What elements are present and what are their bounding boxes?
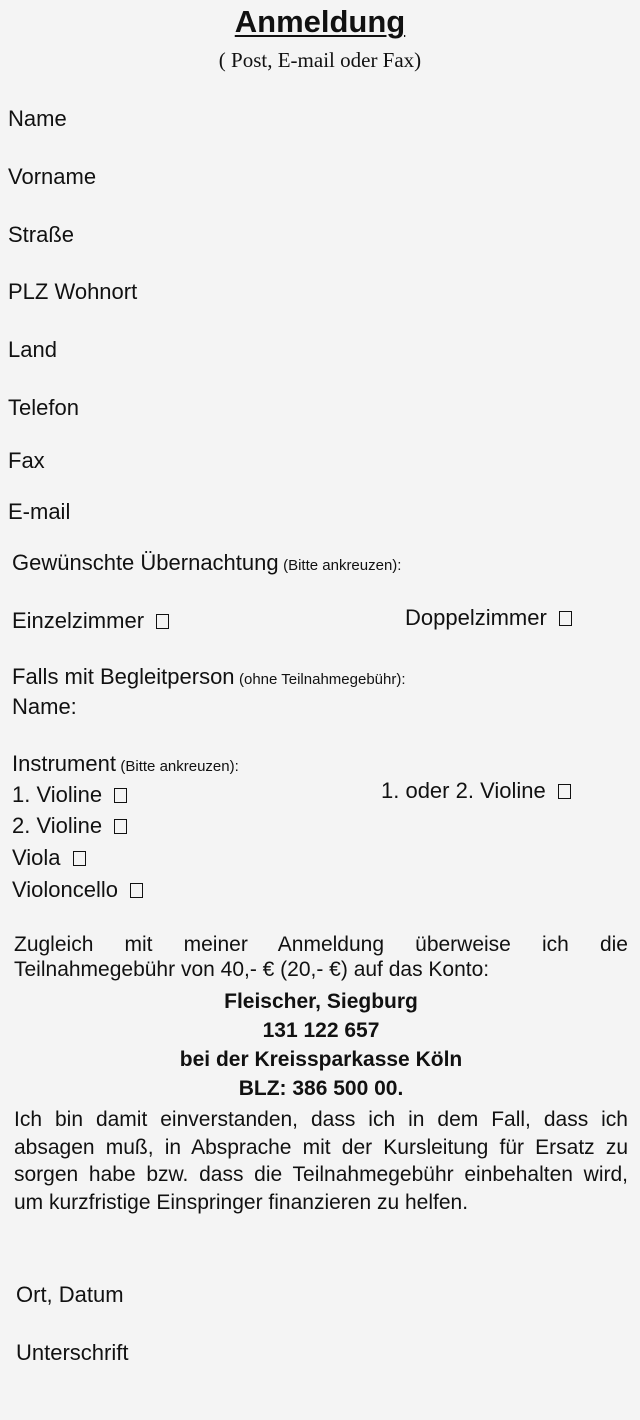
violine-2-checkbox[interactable] — [114, 819, 127, 834]
companion-label: Falls mit Begleitperson — [12, 664, 235, 689]
single-room-checkbox[interactable] — [156, 614, 169, 629]
instrument-heading — [12, 751, 239, 777]
vorname-field[interactable]: Vorname — [8, 164, 97, 189]
instrument-option-label: 2. Violine — [12, 813, 103, 838]
account-holder: Fleischer, Siegburg — [224, 990, 418, 1013]
instrument-note: (Bitte ankreuzen): — [120, 758, 239, 775]
fax-field[interactable]: Fax — [8, 448, 45, 473]
instrument-option-violine-1-or-2 — [381, 778, 571, 804]
instrument-option-label: Viola — [12, 845, 61, 870]
telefon-field[interactable]: Telefon — [8, 395, 79, 420]
accommodation-label: Gewünschte Übernachtung — [12, 550, 279, 575]
payment-text — [14, 932, 628, 982]
bank-details — [14, 987, 628, 1103]
email-field[interactable]: E-mail — [8, 499, 71, 524]
violoncello-checkbox[interactable] — [130, 883, 143, 898]
instrument-option-label: 1. oder 2. Violine — [381, 778, 546, 803]
strasse-field[interactable]: Straße — [8, 222, 75, 247]
viola-checkbox[interactable] — [73, 851, 86, 866]
single-room-label: Einzelzimmer — [12, 608, 145, 633]
consent-text: Ich bin damit einverstanden, dass ich in dem Fall, dass ich absagen muß, in Absprache mit der Kursleitung für Ersatz zu sorgen habe bzw. dass die Teilnahmegebühr einbehalten wird, um kurzfristige Einspringer finanzieren zu helfen. — [14, 1108, 628, 1214]
companion-note: (ohne Teilnahmegebühr): — [239, 671, 406, 688]
violine-1-or-2-checkbox[interactable] — [558, 784, 571, 799]
place-date-field[interactable]: Ort, Datum — [16, 1282, 124, 1307]
accommodation-heading — [12, 550, 401, 576]
instrument-option-label: 1. Violine — [12, 782, 103, 807]
double-room-label: Doppelzimmer — [405, 605, 547, 630]
double-room-option — [405, 605, 572, 631]
payment-line-2: Teilnahmegebühr von 40,- € (20,- €) auf das Konto: — [14, 958, 490, 981]
page-subtitle: ( Post, E-mail oder Fax) — [218, 48, 422, 72]
instrument-option-violine-2 — [12, 813, 127, 839]
single-room-option — [12, 608, 169, 634]
violine-1-checkbox[interactable] — [114, 788, 127, 803]
instrument-option-label: Violoncello — [12, 877, 119, 902]
instrument-label: Instrument — [12, 751, 116, 776]
companion-heading — [12, 664, 406, 690]
plz-wohnort-field[interactable]: PLZ Wohnort — [8, 279, 138, 304]
instrument-option-violoncello — [12, 877, 143, 903]
bank-code: BLZ: 386 500 00. — [238, 1077, 404, 1100]
signature-field[interactable]: Unterschrift — [16, 1340, 129, 1365]
companion-name-field[interactable]: Name: — [12, 694, 77, 719]
bank-name: bei der Kreissparkasse Köln — [179, 1048, 463, 1071]
instrument-option-violine-1 — [12, 782, 127, 808]
page-title: Anmeldung — [234, 4, 406, 39]
account-number: 131 122 657 — [262, 1019, 380, 1042]
land-field[interactable]: Land — [8, 337, 57, 362]
double-room-checkbox[interactable] — [559, 611, 572, 626]
instrument-option-viola — [12, 845, 86, 871]
payment-line-1: Zugleich mit meiner Anmeldung überweise ich die — [14, 933, 628, 956]
accommodation-note: (Bitte ankreuzen): — [283, 557, 402, 574]
name-field[interactable]: Name — [8, 106, 67, 131]
